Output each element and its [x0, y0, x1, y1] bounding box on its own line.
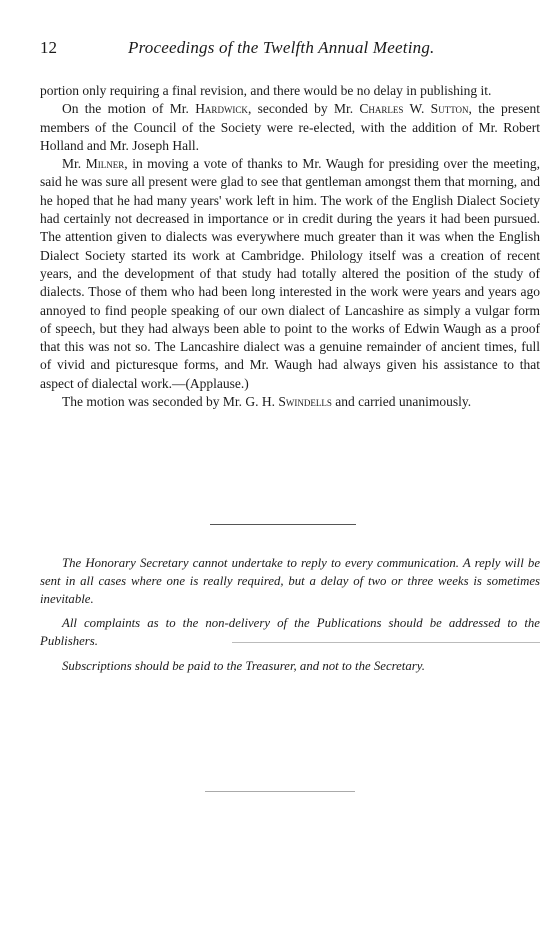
- page-number: 12: [40, 38, 57, 57]
- text-run: The motion was seconded by Mr. G. H.: [62, 394, 279, 410]
- section-divider: [210, 524, 356, 525]
- running-head: Proceedings of the Twelfth Annual Meeting.: [128, 38, 435, 57]
- text-run: , the present members of the Council of the Society were re-elected, with the addition of Mr. Robert Holland and Mr. Joseph Hall.: [40, 101, 541, 153]
- text-run: , in moving a vote of thanks to Mr. Waugh for presiding over the meeting, said he was sure all present were glad to see that gentleman amongst them that morning, and he hoped that he had many years' work left in him. The work of the English Dialect Society had certainly not decreased in importance or in credit during the years it had been pursued. The attention given to dialects was everywhere much greater than it was when the English Dialect Society started its work at Cambridge. Philology itself was a creation of recent years, and the development of that study had totally altered the position of the study of dialects. Those of them who had been long interested in the work were years and years ago annoyed to find people speaking of our own dialect of Lancashire as simply a vulgar form of speech, but they had always been able to point to the works of Edwin Waugh as a proof that this was not so. The Lancashire dialect was a genuine remainder of ancient times, full of vivid and picturesque forms, and Mr. Waugh had always given his assistance to that aspect of dialectal work.—(Applause.): [40, 156, 541, 391]
- paragraph-vote-of-thanks: [40, 155, 540, 393]
- name-milner: Milner: [85, 156, 125, 172]
- society-notice: [40, 555, 540, 683]
- text-run: Mr.: [62, 156, 86, 172]
- text-run: On the motion of Mr.: [62, 101, 196, 117]
- paragraph-continuation: portion only requiring a final revision, and there would be no delay in publishing it.: [40, 83, 492, 98]
- text-run: and carried unanimously.: [331, 394, 472, 410]
- notice-correspondence: The Honorary Secretary cannot undertake to reply to every communication. A reply will be sent in all cases where one is really required, but a delay of two or three weeks is sometimes inevitable.: [40, 556, 540, 606]
- paragraph-seconded: [40, 393, 540, 411]
- notice-complaints: All complaints as to the non-delivery of the Publications should be addressed to the Publishers.: [40, 616, 540, 649]
- name-sutton: Charles W. Sutton: [359, 101, 469, 117]
- text-run: , seconded by Mr.: [247, 101, 360, 117]
- notice-divider: [232, 642, 540, 643]
- paragraph-council-election: [40, 100, 540, 155]
- name-swindells: Swindells: [278, 394, 332, 410]
- bottom-divider: [205, 791, 355, 792]
- notice-subscriptions: Subscriptions should be paid to the Treasurer, and not to the Secretary.: [62, 658, 425, 673]
- page-header: [40, 38, 540, 60]
- body-text: [40, 82, 540, 411]
- name-hardwick: Hardwick: [195, 101, 248, 117]
